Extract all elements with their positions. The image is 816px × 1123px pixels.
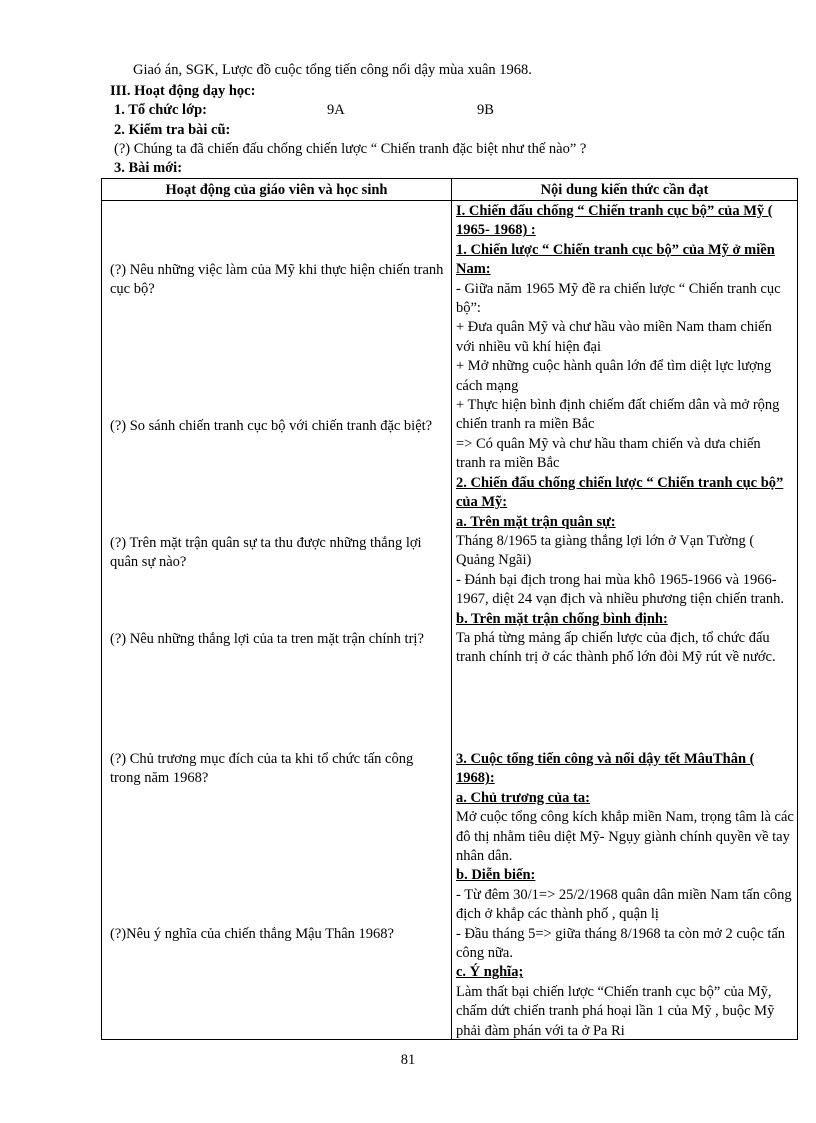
question-5: (?) Chủ trương mục đích của ta khi tổ chức tấn công trong năm 1968? — [110, 751, 414, 787]
content-line: - Đánh bại địch trong hai mùa khô 1965-1966 và 1966- 1967, diệt 24 vạn địch và nhiều phương tiện chiến tranh. — [456, 571, 785, 608]
content-line: Mở cuộc tổng công kích khắp miền Nam, trọng tâm là các đô thị nhằm tiêu diệt Mỹ- Ngụy giành chính quyền về tay nhân dân. — [456, 809, 794, 865]
content-line: Ta phá từng mảng ấp chiến lược của địch, tổ chức đấu tranh chính trị ở các thành phố lớn đòi Mỹ rút về nước. — [456, 629, 776, 666]
old-lesson-check-label: 2. Kiểm tra bài cũ: — [114, 122, 231, 138]
content-line: - Giữa năm 1965 Mỹ đề ra chiến lược “ Chiến tranh cục bộ”: — [456, 280, 781, 317]
content-block-1968 — [456, 750, 794, 1041]
heading-events: b. Diễn biến: — [456, 867, 536, 884]
old-lesson-question: (?) Chúng ta đã chiến đấu chống chiến lược “ Chiến tranh đặc biệt như thế nào” ? — [114, 141, 587, 157]
heading-fight-against: 2. Chiến đấu chống chiến lược “ Chiến tranh cục bộ” của Mỹ: — [456, 474, 784, 511]
lesson-table — [101, 178, 798, 1040]
page-number: 81 — [400, 1052, 416, 1068]
class-9a: 9A — [327, 102, 345, 118]
question-2: (?) So sánh chiến tranh cục bộ với chiến tranh đặc biệt? — [110, 418, 433, 434]
class-organization-label: 1. Tổ chức lớp: — [114, 102, 207, 118]
heading-military-front: a. Trên mặt trận quân sự: — [456, 513, 616, 530]
heading-part-1: I. Chiến đấu chống “ Chiến tranh cục bộ” của Mỹ ( 1965- 1968) : — [456, 203, 773, 239]
content-line: + Mở những cuộc hành quân lớn để tìm diệt lực lượng cách mạng — [456, 358, 772, 394]
heading-tet-offensive: 3. Cuộc tổng tiến công và nổi dậy tết MâuThân ( 1968): — [456, 751, 755, 787]
heading-pacification-front: b. Trên mặt trận chống bình định: — [456, 610, 668, 627]
question-1: (?) Nêu những việc làm của Mỹ khi thực hiện chiến tranh cục bộ? — [110, 262, 444, 298]
question-4: (?) Nêu những thắng lợi của ta tren mặt trận chính trị? — [110, 631, 424, 647]
content-line: Làm thất bại chiến lược “Chiến tranh cục bộ” của Mỹ, chấm dứt chiến tranh phá hoại lần 1 của Mỹ , buộc Mỹ phải đàm phán với ta ở Pa Ri — [456, 983, 775, 1039]
header-teacher-student-activity: Hoạt động của giáo viên và học sinh — [165, 182, 388, 198]
header-knowledge-content: Nội dung kiến thức cần đạt — [540, 182, 709, 198]
section-title: III. Hoạt động dạy học: — [110, 83, 256, 99]
question-6: (?)Nêu ý nghĩa của chiến thắng Mậu Thân 1968? — [110, 926, 394, 942]
table-header-divider — [102, 200, 797, 201]
content-line: => Có quân Mỹ và chư hầu tham chiến và dưa chiến tranh ra miền Bắc — [456, 435, 761, 472]
materials-line: Giaó án, SGK, Lược đồ cuộc tổng tiến công nổi dậy mùa xuân 1968. — [133, 62, 532, 78]
heading-strategy: 1. Chiến lược “ Chiến tranh cục bộ” của Mỹ ở miền Nam: — [456, 241, 775, 278]
content-line: Tháng 8/1965 ta giàng thắng lợi lớn ở Vạn Tường ( Quảng Ngãi) — [456, 532, 755, 569]
content-line: - Từ đêm 30/1=> 25/2/1968 quân dân miền Nam tấn công địch ở khắp các thành phố , quận lị — [456, 886, 792, 923]
table-column-divider — [451, 179, 452, 1039]
content-line: + Đưa quân Mỹ và chư hầu vào miền Nam tham chiến với nhiều vũ khí hiện đại — [456, 319, 772, 355]
content-block — [456, 202, 794, 668]
heading-significance: c. Ý nghĩa; — [456, 964, 524, 981]
class-9b: 9B — [477, 102, 494, 118]
content-line: - Đầu tháng 5=> giữa tháng 8/1968 ta còn mở 2 cuộc tấn công nữa. — [456, 925, 786, 962]
content-line: + Thực hiện bình định chiếm đất chiếm dân và mở rộng chiến tranh ra miền Bắc — [456, 397, 780, 433]
new-lesson-label: 3. Bài mới: — [114, 160, 183, 176]
question-3: (?) Trên mặt trận quân sự ta thu được những thắng lợi quân sự nào? — [110, 535, 422, 571]
heading-policy: a. Chủ trương của ta: — [456, 789, 590, 806]
